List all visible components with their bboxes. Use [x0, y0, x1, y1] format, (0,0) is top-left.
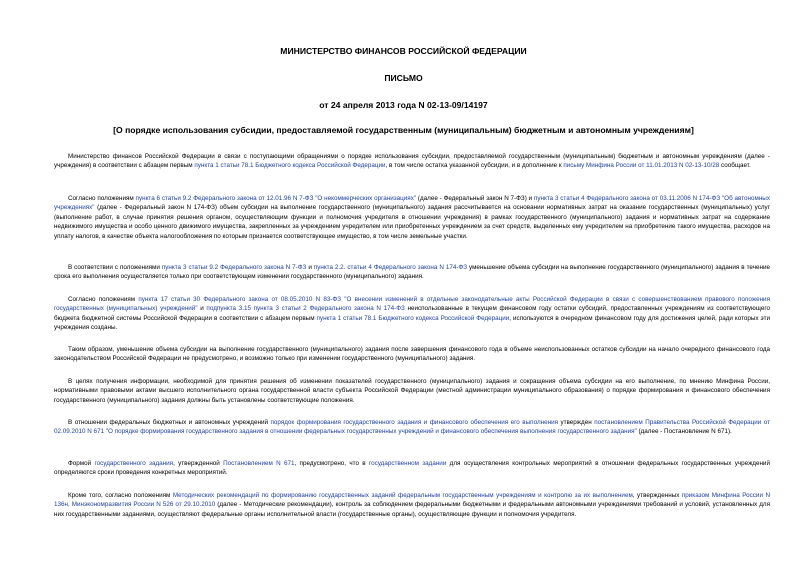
link-budget-code-article-78-1[interactable]: пункта 1 статьи 78.1 Бюджетного кодекса Российской Федерации: [194, 162, 386, 170]
link-resolution-671[interactable]: Постановлением N 671: [223, 460, 295, 467]
paragraph-text: для осуществления контрольных мероприятий в отношении федеральных государственных учреждений определяются сроки проведения конкретных мероприятий.: [54, 460, 770, 477]
link-law-7-fz-article-9-2-p6[interactable]: пункта 6 статьи 9.2 Федерального закона от 12.01.96 N 7-ФЗ "О некоммерческих организациях": [135, 195, 417, 202]
paragraph-text: , утвержденных: [632, 492, 682, 499]
paragraph-text: утвержден: [558, 419, 595, 426]
paragraph-text: (далее - Методические рекомендации), контроль за соблюдением федеральными бюджетными и федеральными автономными учреждениями требований и условий, установленных для них государственными заданиями, осуществляют федеральные органы исполнительной власти (государственные органы), осуществляющие функции и полномочия учредителя.: [54, 501, 770, 518]
link-joint-order-136n-526[interactable]: приказом Минфина России N 136н, Минэкономразвития России N 526 от 29.10.2010: [54, 492, 771, 509]
document-number-heading: от 24 апреля 2013 года N 02-13-09/14197: [319, 100, 488, 110]
paragraph-9: [54, 491, 770, 519]
ministry-heading: МИНИСТЕРСТВО ФИНАНСОВ РОССИЙСКОЙ ФЕДЕРАЦИИ: [280, 46, 527, 56]
paragraph-6: [54, 377, 770, 405]
link-law-83-fz-article-30-p17[interactable]: пункта 17 статьи 30 Федерального закона от 08.05.2010 N 83-ФЗ "О внесении изменений в отдельные законодательные акты Российской Федерации в связи с совершенствованием правового положения государственных (муниципальных) учреждений": [54, 296, 770, 313]
document-subject-heading: [О порядке использования субсидии, предоставляемой государственным (муниципальным) бюджетным и автономным учреждениям]: [113, 125, 694, 135]
link-budget-code-article-78-1[interactable]: пункта 1 статьи 78.1 Бюджетного кодекса Российской Федерации: [316, 314, 510, 322]
paragraph-7: [54, 418, 770, 437]
link-government-resolution-671[interactable]: постановлением Правительства Российской Федерации от 02.09.2010 N 671 "О порядке формирования государственного задания в отношении федеральных государственных учреждений и финансового обеспечения выполнения государственного задания": [54, 419, 770, 436]
paragraph-text: В отношении федеральных бюджетных и автономных учреждений: [68, 419, 271, 426]
paragraph-text: Согласно положениям: [68, 296, 139, 303]
paragraph-text: уменьшение объема субсидии на выполнение государственного (муниципального) задания в течение срока его выполнения осуществляется только при соответствующем изменении государственного (муниципального) задания.: [54, 264, 770, 281]
paragraph-4: [54, 295, 770, 333]
paragraph-2: [54, 194, 770, 241]
link-state-assignment[interactable]: государственном задании: [368, 460, 447, 467]
paragraph-text: (далее - Федеральный закон N 7-ФЗ) и: [416, 195, 534, 202]
link-state-assignment-procedure[interactable]: порядок формирования государственного задания и финансового обеспечения его выполнения: [270, 419, 558, 426]
paragraph-text: , утвержденной: [173, 460, 224, 467]
link-state-assignment-form[interactable]: государственного задания: [94, 460, 174, 467]
paragraph-text: В целях получения информации, необходимой для принятия решения об изменении показателей государственного (муниципального) задания и сокращения объема субсидии на его выполнение, по мнению Минфина России, нормативными правовыми актами высшего исполнительного органа государственной власти субъекта Российской Федерации (местной администрации муниципального образования) о порядке формирования и финансового обеспечения государственного (муниципального) задания должны быть установлены соответствующие положения.: [54, 378, 770, 404]
link-law-7-fz-article-9-2-p3[interactable]: пункта 3 статьи 9.2 Федерального закона N 7-ФЗ: [161, 264, 307, 271]
paragraph-text: , в том числе остатка указанной субсидии, и в дополнение к: [385, 162, 564, 170]
paragraph-text: сообщает.: [719, 162, 751, 170]
paragraph-text: и: [306, 264, 314, 271]
link-law-174-fz-article-4-p3[interactable]: пункта 3 статьи 4 Федерального закона от 03.11.2006 N 174-ФЗ "Об автономных учреждениях": [54, 195, 770, 212]
paragraph-1: [54, 152, 770, 171]
paragraph-text: Кроме того, согласно положениям: [68, 492, 173, 499]
paragraph-text: Таким образом, уменьшение объема субсидии на выполнение государственного (муниципального) задания после завершения финансового года в объеме неиспользованных остатков субсидии на начало очередного финансового года законодательством Российской Федерации не предусмотрено, и возможно только при изменении государственного (муниципального) задания.: [54, 346, 770, 363]
paragraph-text: (далее - Постановление N 671).: [636, 428, 732, 436]
link-minfin-letter-02-13-10-28[interactable]: письму Минфина России от 11.01.2013 N 02-13-10/28: [563, 162, 720, 170]
link-law-174-fz-article-2-p3-15[interactable]: подпункта 3.15 пункта 3 статьи 2 Федерального закона N 174-ФЗ: [206, 305, 405, 313]
paragraph-5: [54, 345, 770, 364]
paragraph-text: Министерство финансов Российской Федерации в связи с поступающими обращениями о порядке использования субсидии, предоставляемой государственным (муниципальным) бюджетным и автономным учреждениям (далее - учреждения) в соответствии с абзацем первым: [54, 153, 770, 170]
paragraph-text: , используются в очередном финансовом году для достижения целей, ради которых эти учреждения созданы.: [54, 314, 771, 332]
link-law-174-fz-article-4-p2-2[interactable]: пункта 2.2. статьи 4 Федерального закона N 174-ФЗ: [313, 264, 468, 271]
paragraph-3: [54, 263, 770, 282]
paragraph-8: [54, 459, 770, 478]
paragraph-text: и: [197, 305, 207, 313]
paragraph-text: Формой: [68, 460, 95, 467]
paragraph-text: В соответствии с положениями: [68, 264, 162, 271]
link-methodical-recommendations[interactable]: Методических рекомендаций по формированию государственных заданий федеральным государственным учреждениям и контролю за их выполнением: [172, 492, 633, 499]
document-type-heading: ПИСЬМО: [384, 73, 423, 83]
paragraph-text: неиспользованные в текущем финансовом году остатки субсидий, предоставленных учреждениям из соответствующего бюджета бюджетной системы Российской Федерации в соответствии с абзацем первым: [54, 305, 770, 322]
paragraph-text: (далее - Федеральный закон N 174-ФЗ) объем субсидии на выполнение государственного (муниципального) задания рассчитывается на основании нормативных затрат на оказание государственных (муниципальных) услуг (выполнение работ, в случае принятия решения органом, осуществляющим функции и полномочия учредителя в отношении учреждения) в рамках государственного (муниципального) задания и нормативных затрат на содержание недвижимого имущества и особо ценного движимого имущества, закрепленных за учреждением учредителем или приобретенных учреждением за счет средств, выделенных ему учредителем на приобретение такого имущества, расходов на уплату налогов, в качестве объекта налогообложения по которым признается соответствующее имущество, в том числе земельные участки.: [54, 204, 770, 240]
paragraph-text: Согласно положениям: [68, 195, 136, 202]
paragraph-text: , предусмотрено, что в: [294, 460, 369, 467]
